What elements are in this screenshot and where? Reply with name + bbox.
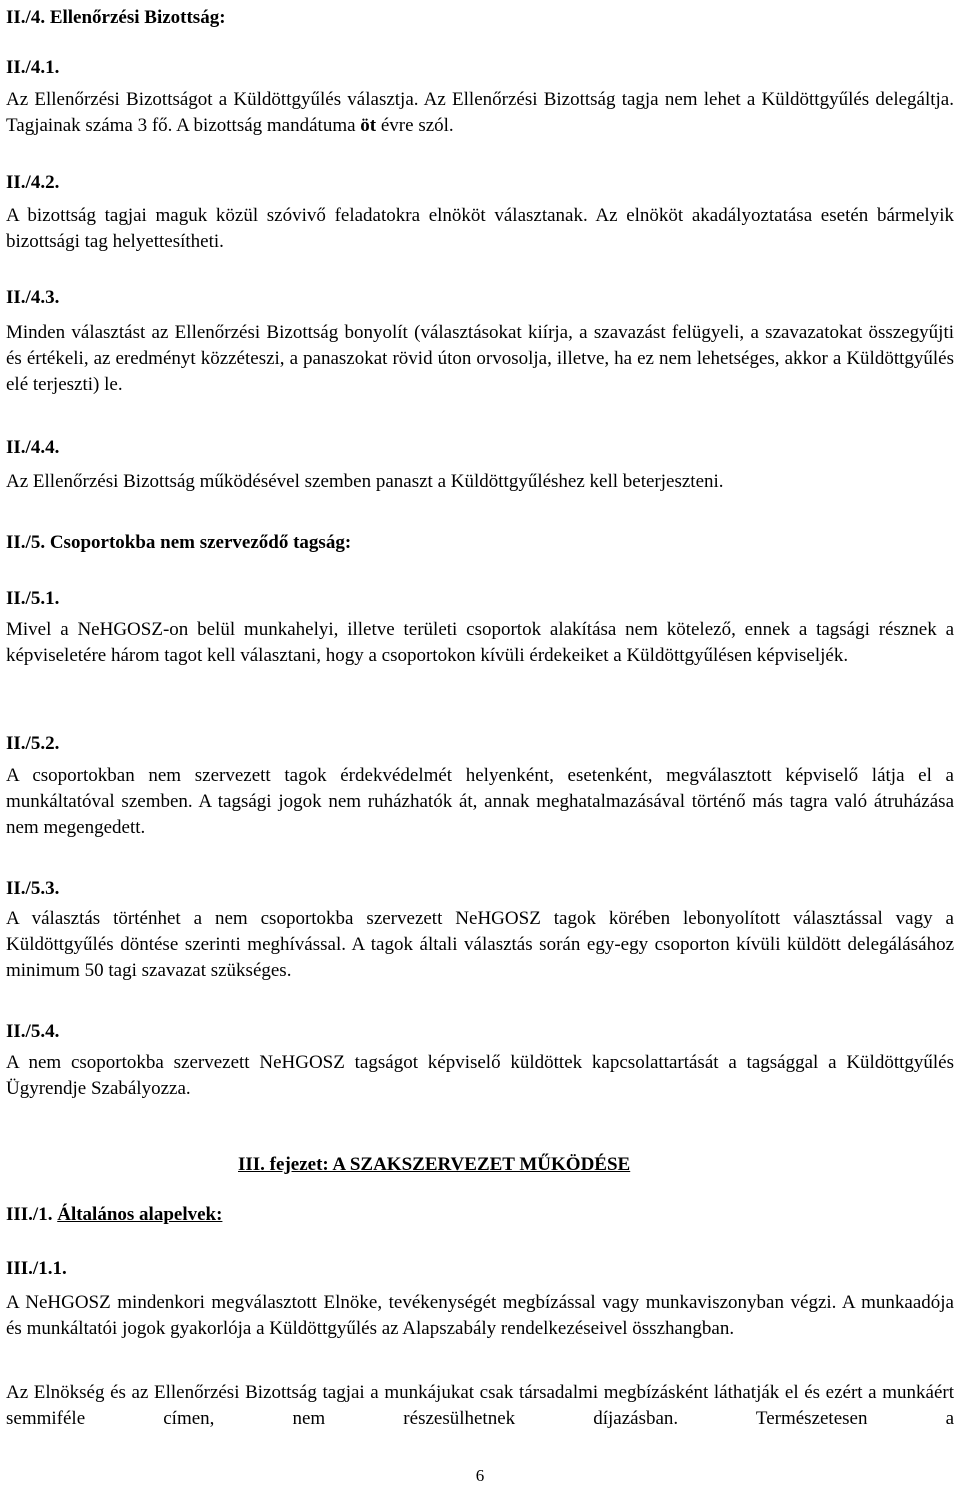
section-number: III./1. — [6, 1204, 53, 1225]
subsection-number-ii-5-1: II./5.1. — [6, 588, 60, 609]
section-heading-ii-5 — [6, 530, 954, 556]
section-heading-ii-4: II./4. Ellenőrzési Bizottság: — [6, 7, 226, 28]
paragraph-ii-4-1 — [6, 87, 954, 139]
paragraph-ii-4-2: A bizottság tagjai maguk közül szóvivő feladatokra elnököt választanak. Az elnököt akadályoztatása esetén bármelyik bizottsági tag helyettesítheti. — [6, 205, 954, 252]
subsection-number-ii-5-3: II./5.3. — [6, 878, 60, 899]
subsection-number-ii-4-1: II./4.1. — [6, 57, 60, 78]
subsection-number-ii-4-4: II./4.4. — [6, 437, 60, 458]
subsection-number-ii-4-2: II./4.2. — [6, 172, 60, 193]
section-title: Általános alapelvek: — [57, 1204, 223, 1225]
paragraph-text: évre szól. — [376, 115, 454, 136]
paragraph-ii-5-1: Mivel a NeHGOSZ-on belül munkahelyi, illetve területi csoportok alakítása nem kötelező, ennek a tagsági résznek a képviseletére három tagot kell választani, hogy a csoportokon kívüli érdekeiket a Küldöttgyűlésen képviseljék. — [6, 619, 954, 666]
subsection-number-ii-5-2: II./5.2. — [6, 733, 60, 754]
paragraph-iii-1-1-continued: Az Elnökség és az Ellenőrzési Bizottság tagjai a munkájukat csak társadalmi megbízásként láthatják el és ezért a munkáért semmiféle címen, nem részesülhetnek díjazásban. Természetesen a — [6, 1382, 954, 1429]
bold-term: öt — [360, 115, 377, 136]
page-number: 6 — [475, 1466, 485, 1485]
subsection-number-iii-1-1: III./1.1. — [6, 1258, 67, 1279]
paragraph-ii-5-3: A választás történhet a nem csoportokba szervezett NeHGOSZ tagok körében lebonyolított választással vagy a Küldöttgyűlés döntése szerinti meghívással. A tagok általi választás során egy-egy csoporton kívüli küldött delegálásához minimum 50 tagi szavazat szükséges. — [6, 908, 954, 981]
section-title: Csoportokba nem szerveződő tagság: — [49, 532, 352, 553]
section-number: II./5. — [6, 532, 46, 553]
paragraph-text: Az Ellenőrzési Bizottságot a Küldöttgyűlés választja. Az Ellenőrzési Bizottság tagja nem lehet a Küldöttgyűlés delegáltja. Tagjainak száma 3 fő. A bizottság mandátuma — [6, 89, 954, 136]
section-heading-iii-1 — [6, 1202, 954, 1228]
paragraph-iii-1-1: A NeHGOSZ mindenkori megválasztott Elnöke, tevékenységét megbízással vagy munkaviszonyban végzi. A munkaadója és munkáltatói jogok gyakorlója a Küldöttgyűlés az Alapszabály rendelkezéseivel összhangban. — [6, 1292, 954, 1339]
paragraph-ii-4-4: Az Ellenőrzési Bizottság működésével szemben panaszt a Küldöttgyűléshez kell beterjeszteni. — [6, 471, 724, 492]
chapter-heading-iii: III. fejezet: A SZAKSZERVEZET MŰKÖDÉSE — [238, 1154, 631, 1175]
subsection-number-ii-5-4: II./5.4. — [6, 1021, 60, 1042]
paragraph-ii-4-3: Minden választást az Ellenőrzési Bizottság bonyolít (választásokat kiírja, a szavazást felügyeli, a szavazatokat összegyűjti és értékeli, az eredményt közzéteszi, a panaszokat rövid úton orvosolja, illetve, ha ez nem lehetséges, akkor a Küldöttgyűlés elé terjeszti) le. — [6, 322, 954, 395]
subsection-number-ii-4-3: II./4.3. — [6, 287, 60, 308]
paragraph-ii-5-4: A nem csoportokba szervezett NeHGOSZ tagságot képviselő küldöttek kapcsolattartását a tagsággal a Küldöttgyűlés Ügyrendje Szabályozza. — [6, 1052, 954, 1099]
paragraph-ii-5-2: A csoportokban nem szervezett tagok érdekvédelmét helyenként, esetenként, megválasztott képviselő látja el a munkáltatóval szemben. A tagsági jogok nem ruházhatók át, annak meghatalmazásával történő más tagra való átruházása nem megengedett. — [6, 765, 954, 838]
